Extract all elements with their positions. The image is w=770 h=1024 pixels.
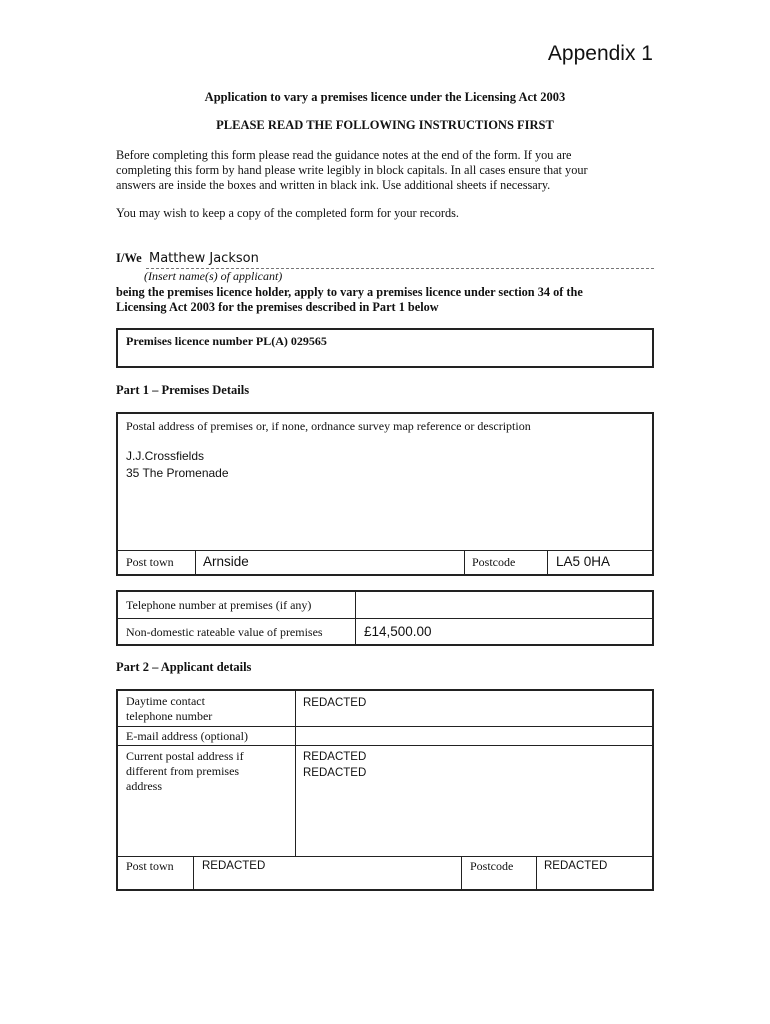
rateable-value-label: Non-domestic rateable value of premises [126,625,323,639]
divider [193,856,194,889]
divider [464,550,465,574]
divider [195,550,196,574]
intro-line: completing this form by hand please write legibly in block capitals. In all cases ensure that your [116,163,588,177]
divider [118,726,652,727]
applicant-name-hint: (Insert name(s) of applicant) [144,269,283,283]
daytime-phone-label [126,694,212,724]
statement-line: being the premises licence holder, apply to vary a premises licence under section 34 of the [116,285,583,299]
applicant-statement [116,285,656,315]
part1-heading: Part 1 – Premises Details [116,383,250,397]
label-line: Current postal address if [126,749,244,763]
appendix-label: Appendix 1 [547,42,653,65]
applicant-postcode-label: Postcode [470,859,514,873]
applicant-name-field[interactable]: Matthew Jackson [149,251,259,266]
label-line: Daytime contact [126,694,205,708]
telephone-label: Telephone number at premises (if any) [126,598,312,612]
divider [118,856,652,857]
licence-number-label: Premises licence number PL(A) 029565 [126,334,327,348]
premises-address-label: Postal address of premises or, if none, ordnance survey map reference or description [126,419,531,433]
intro-line: Before completing this form please read the guidance notes at the end of the form. If you are [116,148,572,162]
postcode-label: Postcode [472,555,516,569]
copy-note: You may wish to keep a copy of the completed form for your records. [116,206,459,220]
rateable-value-field[interactable]: £14,500.00 [364,624,432,639]
post-town-label: Post town [126,555,174,569]
intro-line: answers are inside the boxes and written in black ink. Use additional sheets if necessary. [116,178,551,192]
label-line: different from premises [126,764,240,778]
divider [118,618,652,619]
email-label: E-mail address (optional) [126,729,248,743]
postal-address-label [126,749,244,794]
premises-address-box [116,412,654,576]
applicant-details-box [116,689,654,891]
premises-address-field[interactable] [126,448,229,482]
form-title: Application to vary a premises licence under the Licensing Act 2003 [204,90,566,104]
divider [547,550,548,574]
divider [355,592,356,644]
divider [461,856,462,889]
divider [295,691,296,856]
premises-values-box [116,590,654,646]
intro-paragraph [116,148,656,193]
address-line: REDACTED [303,767,367,779]
applicant-prefix: I/We [116,251,142,265]
daytime-phone-field[interactable]: REDACTED [303,697,367,709]
label-line: telephone number [126,709,213,723]
address-line: 35 The Promenade [126,466,229,480]
instructions-heading: PLEASE READ THE FOLLOWING INSTRUCTIONS FIRST [216,118,554,132]
licence-number-box[interactable] [116,328,654,368]
address-line: REDACTED [303,751,367,763]
divider [118,745,652,746]
part2-heading: Part 2 – Applicant details [116,660,252,674]
postcode-field[interactable]: LA5 0HA [556,554,611,569]
applicant-post-town-label: Post town [126,859,174,873]
applicant-post-town-field[interactable]: REDACTED [202,860,266,872]
statement-line: Licensing Act 2003 for the premises described in Part 1 below [116,300,439,314]
divider [118,550,652,551]
divider [536,856,537,889]
applicant-postcode-field[interactable]: REDACTED [544,860,608,872]
label-line: address [126,779,162,793]
address-line: J.J.Crossfields [126,449,205,463]
post-town-field[interactable]: Arnside [203,554,249,569]
postal-address-field[interactable] [303,749,366,781]
